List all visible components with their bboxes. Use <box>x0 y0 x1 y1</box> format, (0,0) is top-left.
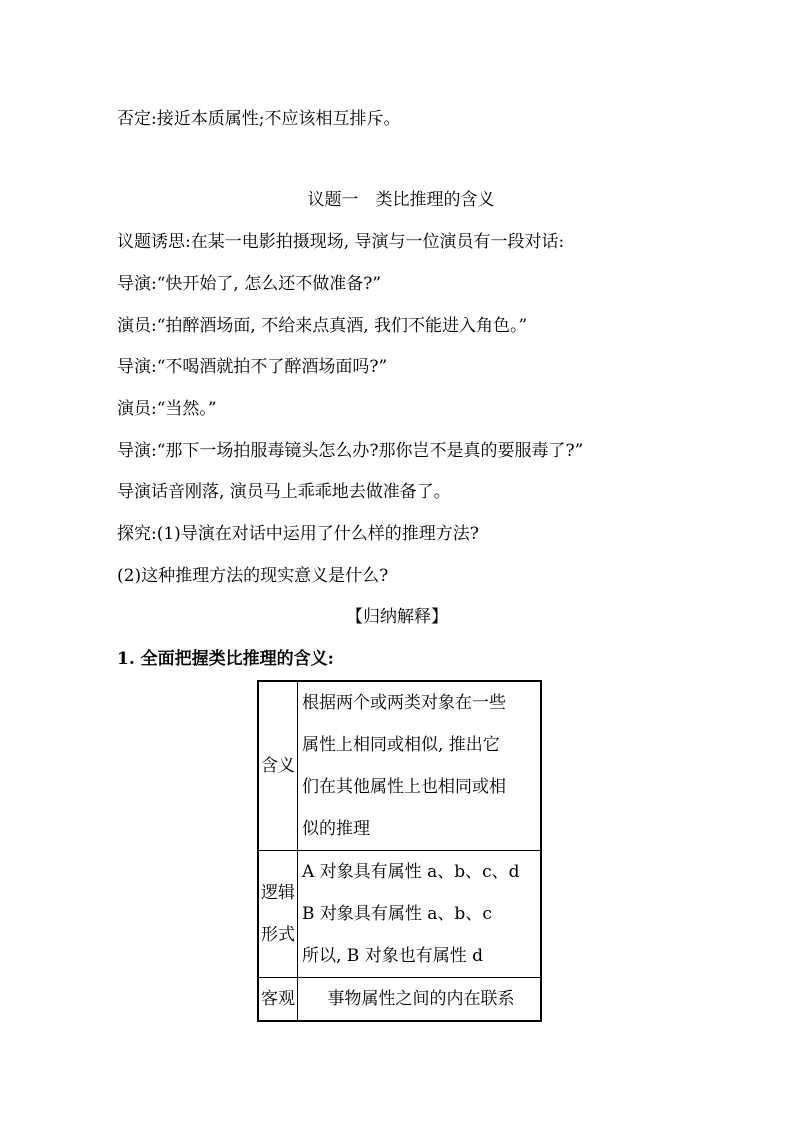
dialogue-line: 导演:“快开始了, 怎么还不做准备?” <box>117 274 382 294</box>
table-row <box>258 851 541 978</box>
row-label-line: 客观 <box>261 989 295 1009</box>
dialogue-line: 导演:“那下一场拍服毒镜头怎么办?那你岂不是真的要服毒了?” <box>117 441 584 461</box>
row-content <box>298 851 542 978</box>
dialogue-line: 演员:“拍醉酒场面, 不给来点真酒, 我们不能进入角色。” <box>117 316 528 336</box>
dialogue-line: 演员:“当然。” <box>117 399 217 419</box>
row-content-line: 所以, B 对象也有属性 d <box>302 946 483 966</box>
top-line: 否定:接近本质属性;不应该相互排斥。 <box>117 109 401 129</box>
table-row <box>258 681 541 851</box>
analogy-definition-table <box>257 680 542 1022</box>
row-content-line: 事物属性之间的内在联系 <box>327 989 515 1009</box>
row-label-line: 形式 <box>261 925 295 945</box>
inquiry-question-2: (2)这种推理方法的现实意义是什么? <box>117 566 389 586</box>
row-label-line: 逻辑 <box>261 883 295 903</box>
row-content-line: A 对象具有属性 a、b、c、d <box>302 862 520 882</box>
row-content-line: 属性上相同或相似, 推出它 <box>302 735 500 755</box>
row-content <box>298 978 542 1022</box>
row-label <box>258 681 298 851</box>
row-content <box>298 681 542 851</box>
inquiry-question-1: 探究:(1)导演在对话中运用了什么样的推理方法? <box>117 524 479 544</box>
dialogue-line: 导演:“不喝酒就拍不了醉酒场面吗?” <box>117 357 388 377</box>
row-content-line: 似的推理 <box>302 819 370 839</box>
row-label <box>258 851 298 978</box>
point-1-title: 1. 全面把握类比推理的含义: <box>117 649 334 669</box>
dialogue-line: 导演话音刚落, 演员马上乖乖地去做准备了。 <box>117 482 451 502</box>
dialogue-line: 议题诱思:在某一电影拍摄现场, 导演与一位演员有一段对话: <box>117 232 565 252</box>
row-label <box>258 978 298 1022</box>
row-content-line: 根据两个或两类对象在一些 <box>302 693 506 713</box>
section-title: 议题一 类比推理的含义 <box>307 190 495 210</box>
table-row <box>258 978 541 1022</box>
row-content-line: B 对象具有属性 a、b、c <box>302 904 492 924</box>
row-label-line: 含义 <box>261 756 295 776</box>
row-content-line: 们在其他属性上也相同或相 <box>302 777 506 797</box>
summary-title: 【归纳解释】 <box>346 607 448 627</box>
